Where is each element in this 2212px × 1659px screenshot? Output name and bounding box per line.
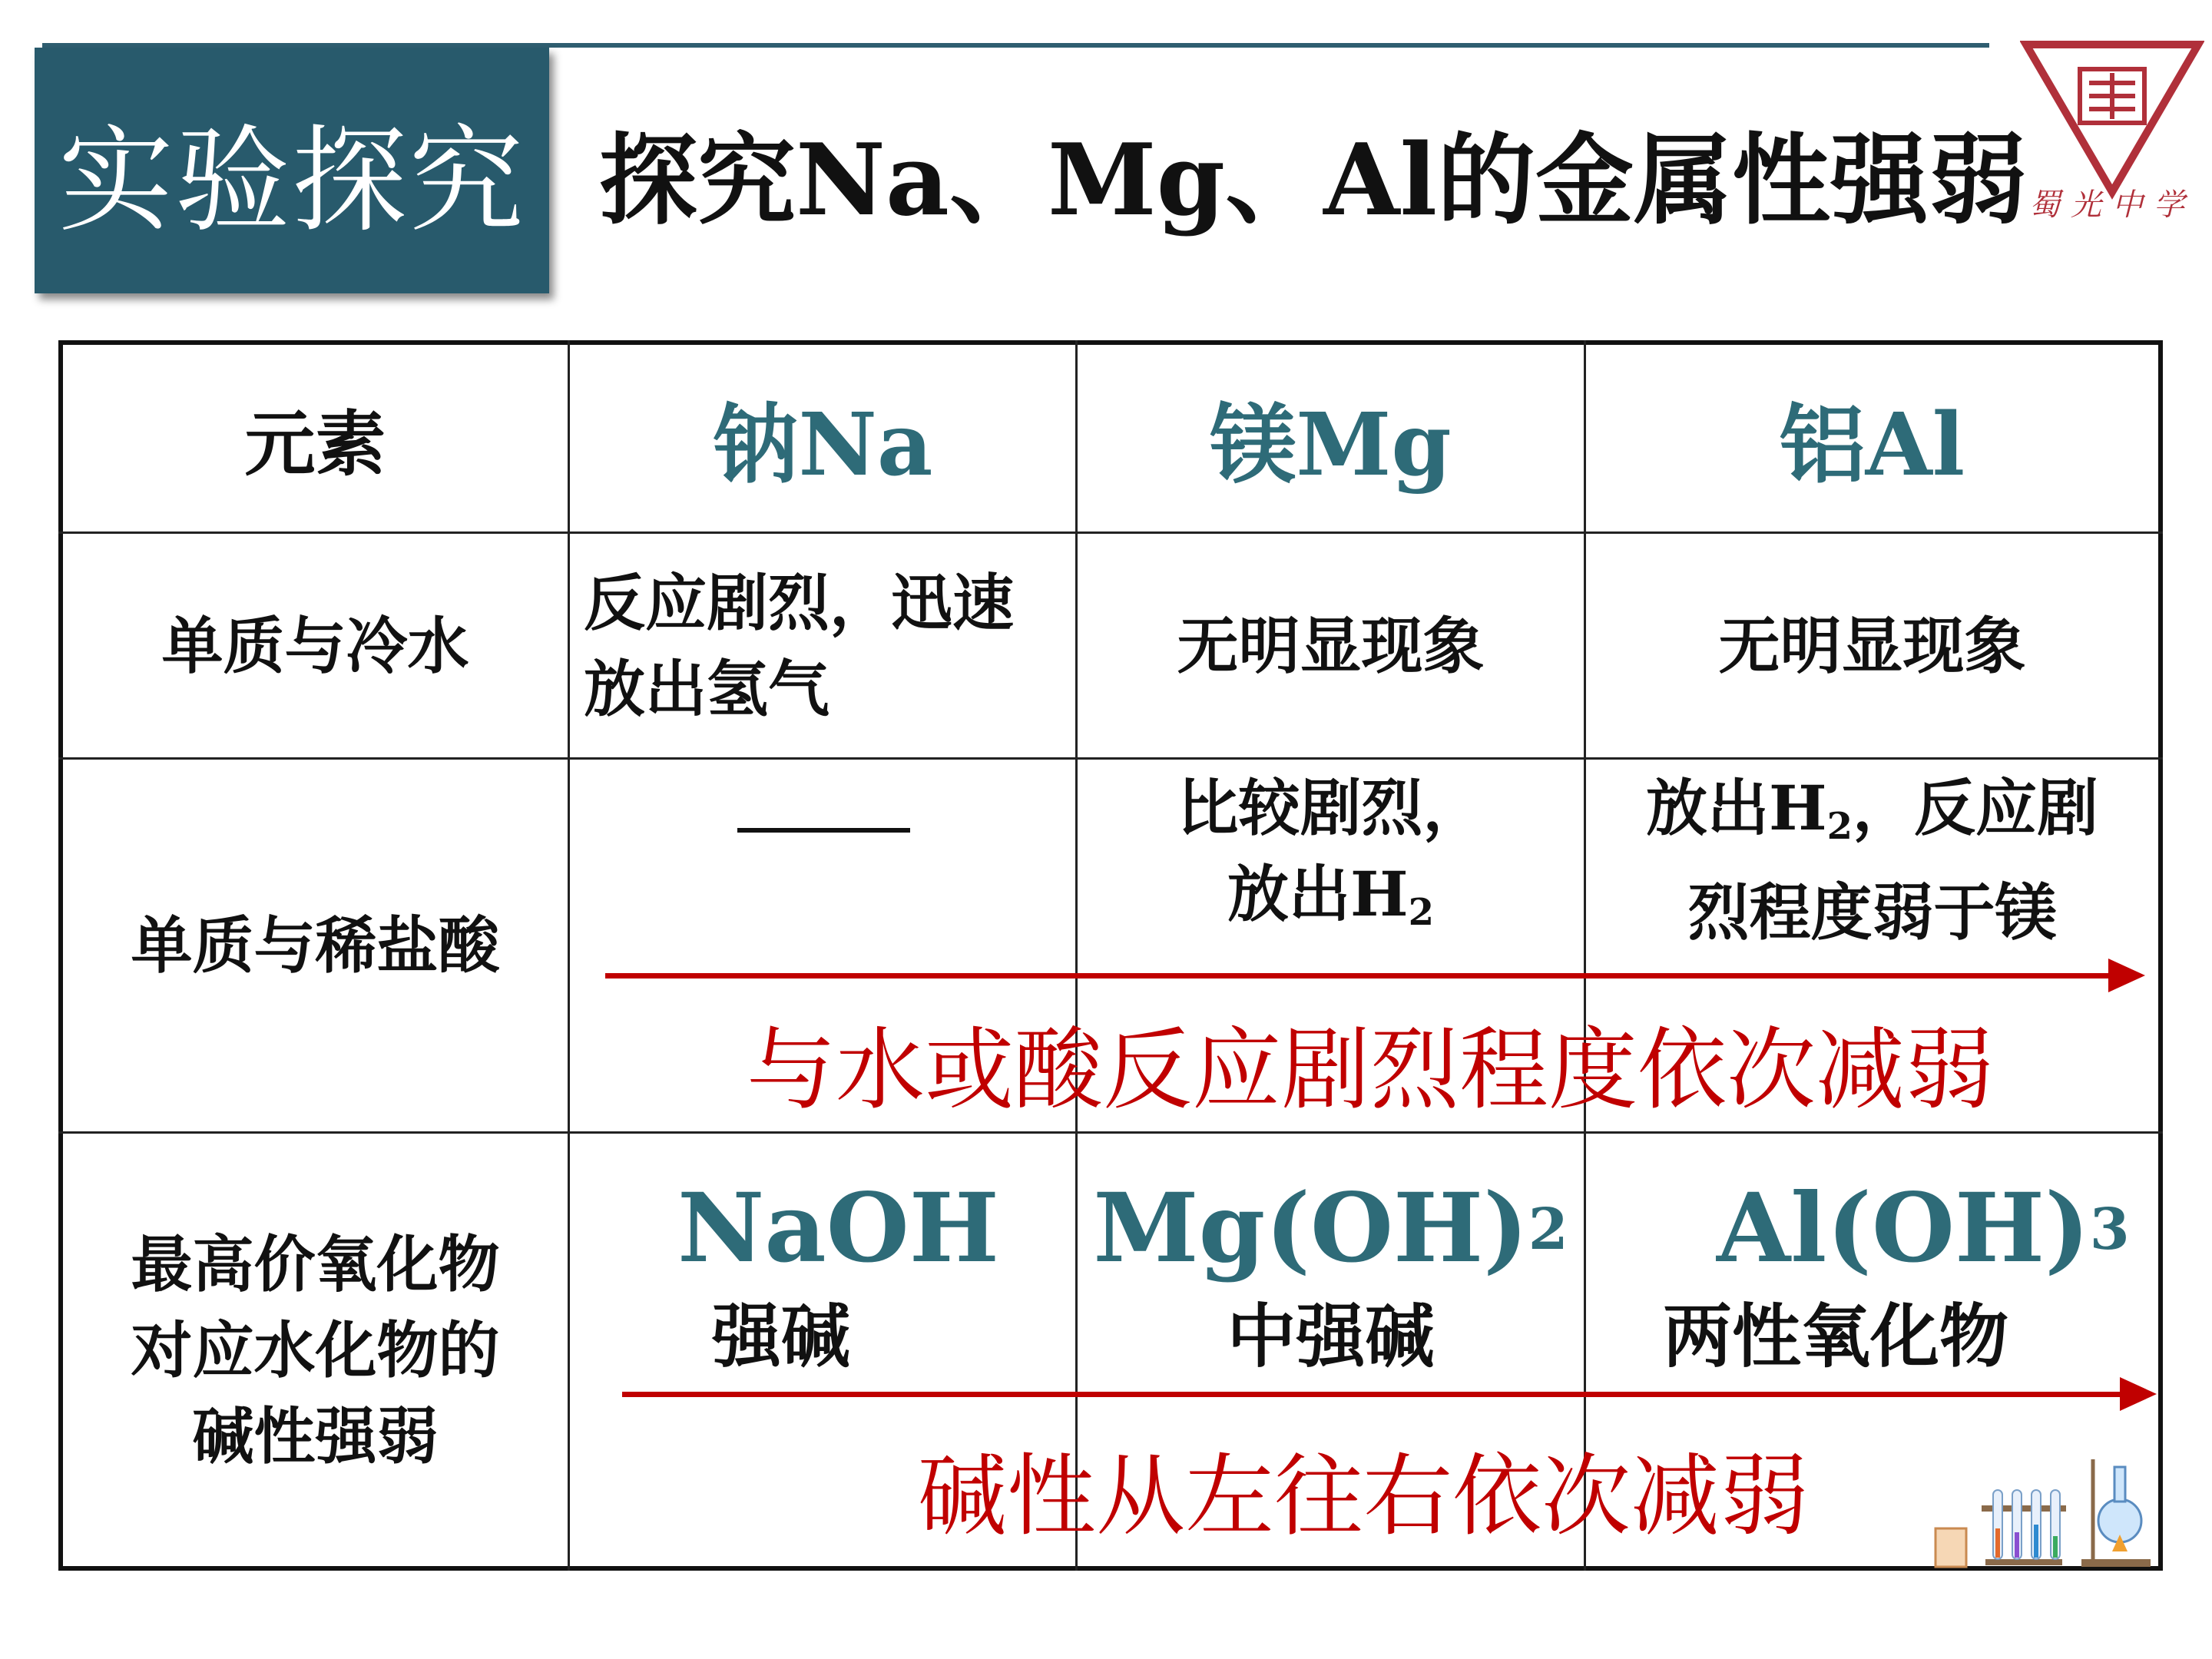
- section-badge: 实验探究: [35, 48, 549, 293]
- formula-naoh: NaOH: [677, 1173, 999, 1284]
- element-header-mg: 镁Mg: [1210, 395, 1452, 495]
- element-header-na: 钠Na: [712, 395, 933, 495]
- row-label-cold-water: 单质与冷水: [161, 609, 469, 682]
- base-strength-al: 两性氧化物: [1663, 1296, 2008, 1377]
- cell-al-cold-water: 无明显现象: [1718, 609, 2026, 682]
- formula-mg-oh-2: Mg(OH) 2: [1093, 1173, 1568, 1284]
- base-strength-mg: 中强碱: [1227, 1296, 1435, 1377]
- trend-arrow-line: [605, 973, 2111, 979]
- trend-note-reactivity: 与水或酸反应剧烈程度依次减弱: [747, 1018, 1994, 1122]
- lab-glassware-icon: [1928, 1444, 2158, 1575]
- trend-note-basicity: 碱性从左往右依次减弱: [918, 1445, 1809, 1548]
- trend-arrow-line: [622, 1392, 2124, 1397]
- row-label-hydroxide-basicity: 最高价氧化物 对应水化物的 碱性强弱: [131, 1227, 500, 1472]
- trend-arrow-head-icon: [2108, 959, 2145, 992]
- cell-na-dilute-hcl-dash: [737, 828, 910, 833]
- trend-arrow-head-icon: [2120, 1377, 2157, 1411]
- cell-na-cold-water: 反应剧烈，迅速放出氢气: [584, 566, 1014, 725]
- base-strength-na: 强碱: [712, 1296, 850, 1377]
- cell-al-dilute-hcl: 放出$H_2$，反应剧 烈程度弱于镁: [1646, 772, 2098, 949]
- column-header-label: 元素: [244, 402, 386, 485]
- row-label-dilute-hcl: 单质与稀盐酸: [131, 909, 500, 982]
- school-logo-caption: 蜀光中学: [2029, 187, 2195, 223]
- element-header-al: 铝Al: [1779, 395, 1965, 495]
- cell-mg-dilute-hcl: 比较剧烈， 放出$H_2$: [1177, 772, 1485, 934]
- formula-al-oh-3: Al(OH) 3: [1717, 1173, 2130, 1284]
- page-title: 探究Na、Mg、Al的金属性强弱: [599, 123, 2028, 238]
- cell-mg-cold-water: 无明显现象: [1177, 609, 1485, 682]
